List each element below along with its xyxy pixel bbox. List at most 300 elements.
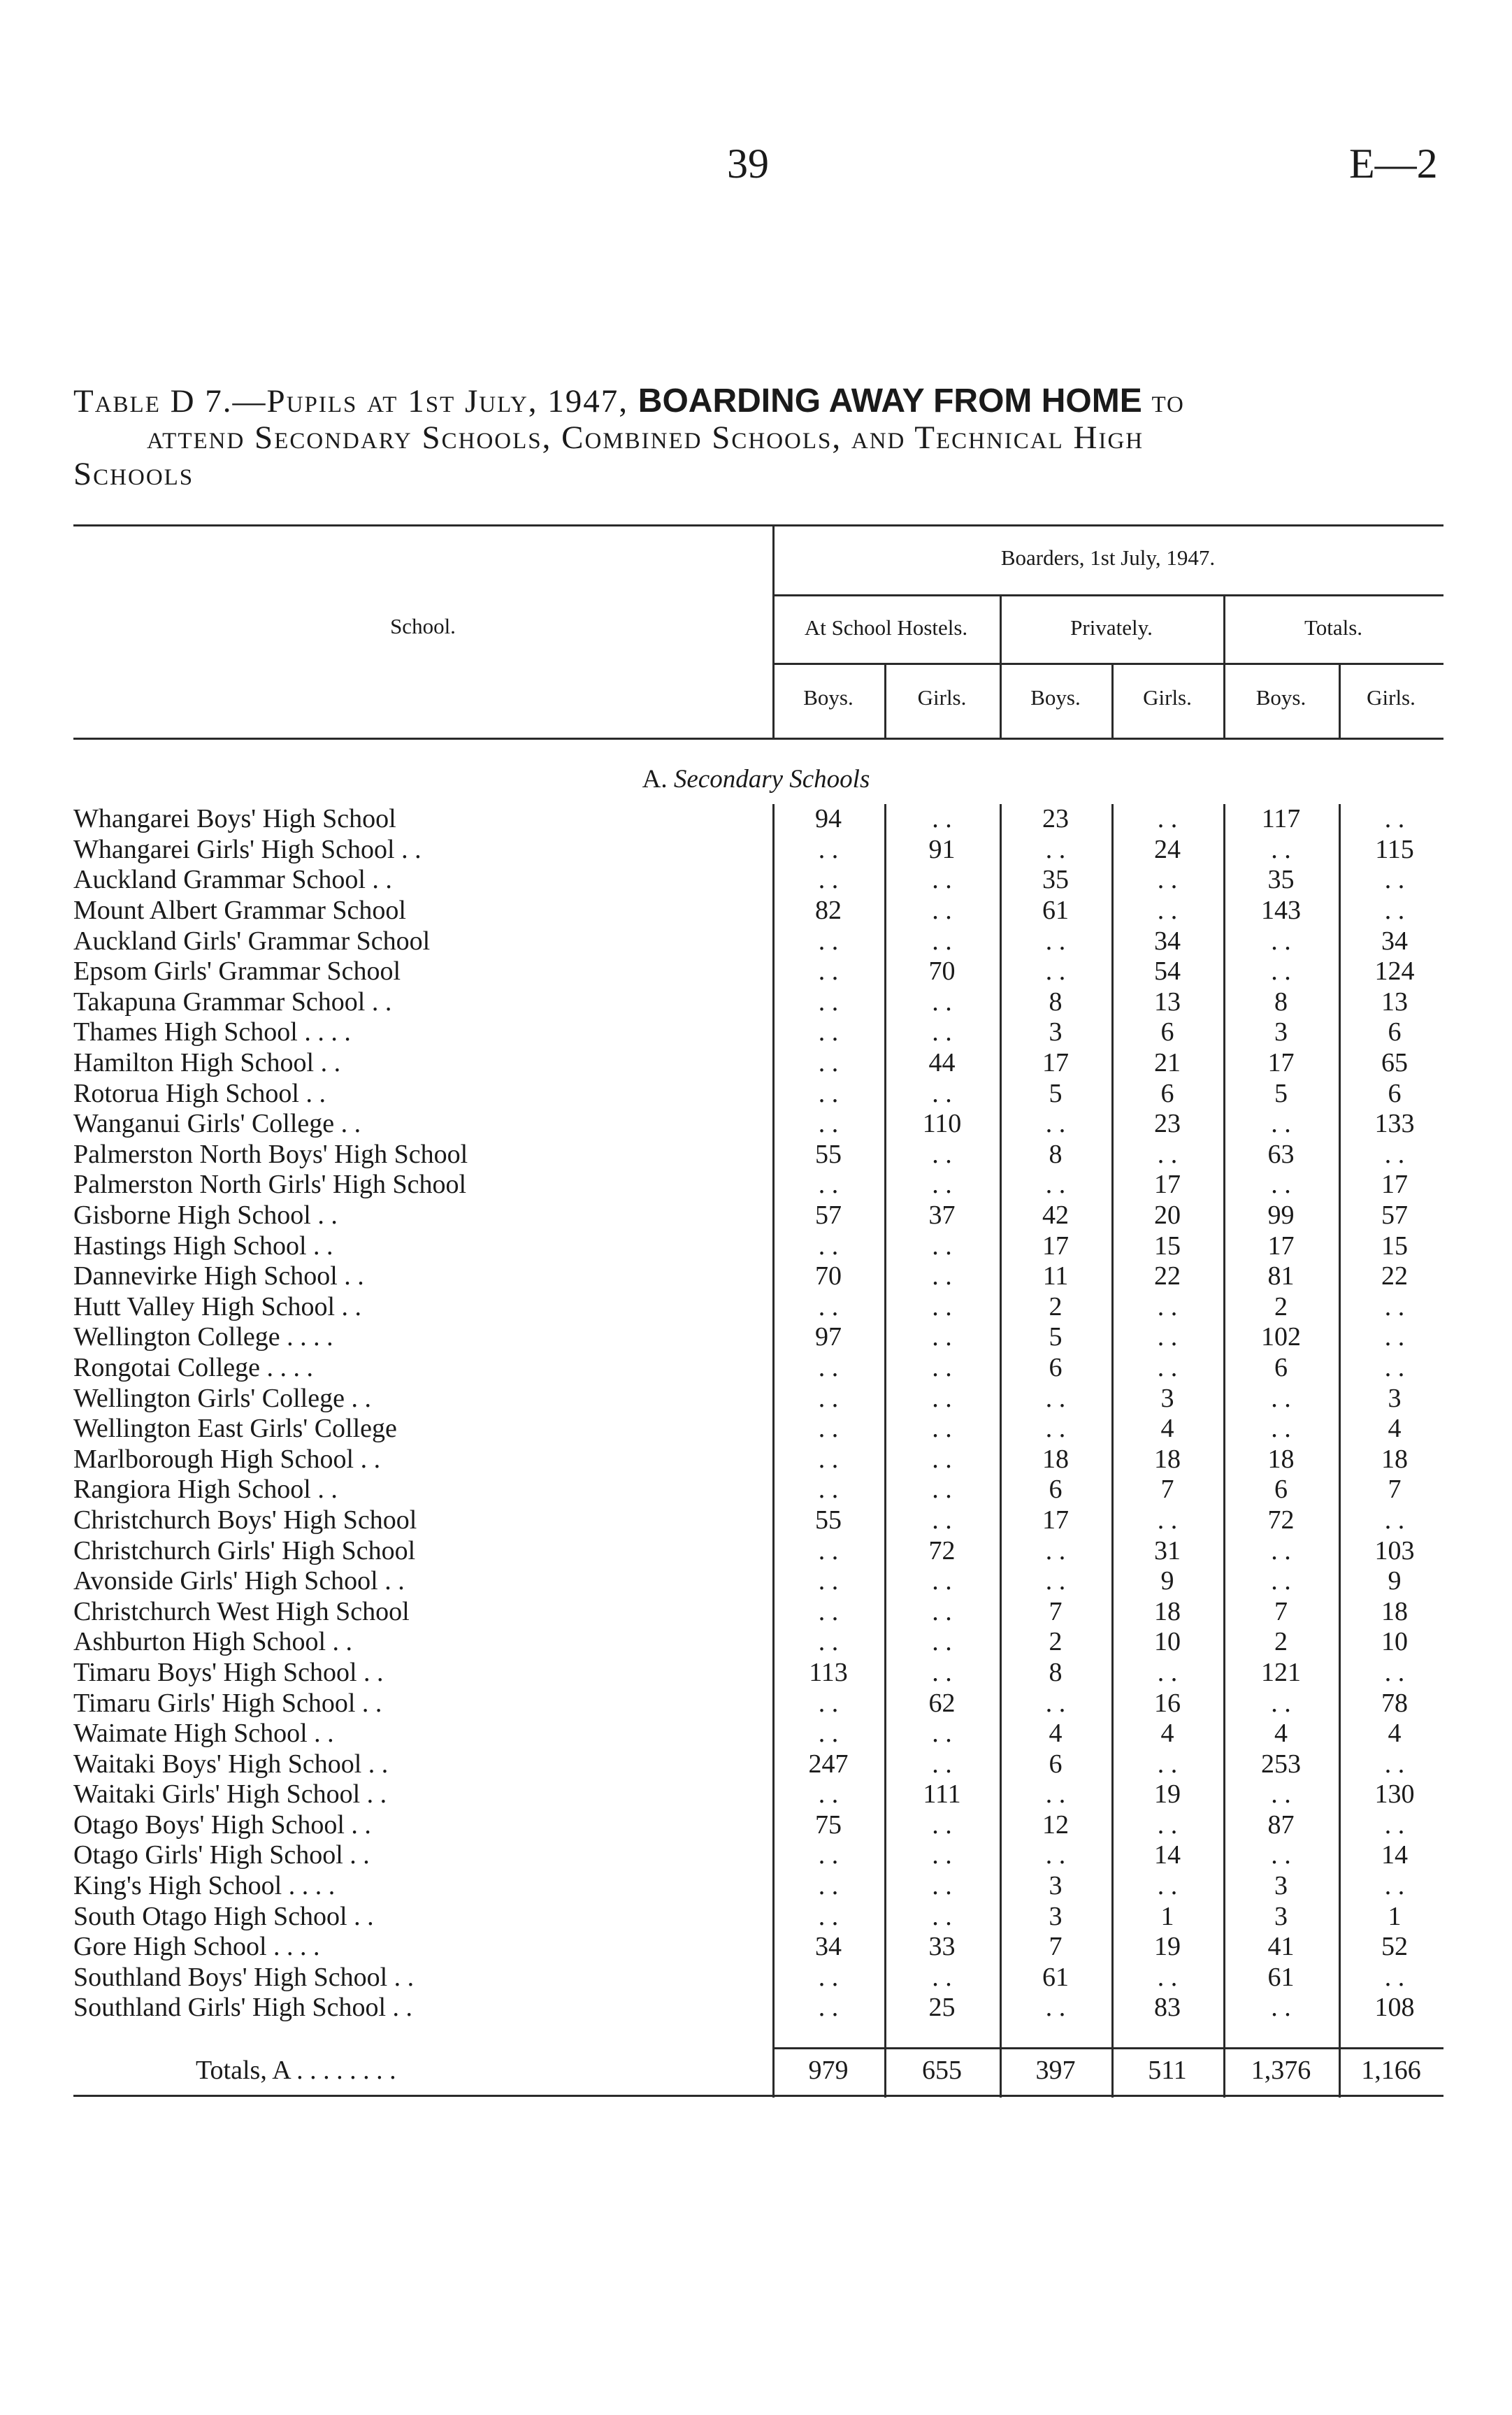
value-cell: 8 [1274, 987, 1288, 1017]
table-row [73, 1231, 1450, 1261]
value-cell: . . [1157, 1871, 1178, 1901]
table-row [73, 1566, 1450, 1597]
page-reference: E—2 [1349, 141, 1438, 187]
value-cell: . . [1271, 1109, 1291, 1139]
table-row [73, 1993, 1450, 2023]
value-cell: 1 [1160, 1901, 1174, 1931]
school-name: Otago Girls' High School . . [73, 1840, 370, 1870]
value-cell: 5 [1274, 1078, 1288, 1108]
value-cell: . . [1157, 1962, 1178, 1992]
value-cell: . . [1157, 1139, 1178, 1169]
value-cell: . . [932, 1596, 952, 1626]
value-cell: . . [1384, 1749, 1405, 1779]
table-row [73, 1596, 1450, 1627]
value-cell: 6 [1049, 1352, 1063, 1382]
value-cell: 133 [1374, 1109, 1415, 1139]
section-name: Secondary Schools [673, 765, 870, 794]
value-cell: . . [818, 1078, 839, 1108]
school-name: Wellington College . . . . [73, 1322, 333, 1352]
value-cell: . . [818, 1017, 839, 1047]
value-cell: 83 [1154, 1993, 1181, 2023]
value-cell: . . [932, 1170, 952, 1200]
value-cell: . . [932, 1657, 952, 1687]
value-cell: 23 [1154, 1109, 1181, 1139]
value-cell: . . [932, 1962, 952, 1992]
table-row [73, 1140, 1450, 1170]
value-cell: . . [818, 1535, 839, 1565]
school-name: Marlborough High School . . [73, 1444, 381, 1474]
value-cell: 17 [1267, 1048, 1295, 1078]
school-name: Hutt Valley High School . . [73, 1291, 362, 1321]
value-cell: 55 [815, 1505, 842, 1535]
value-cell: . . [1045, 1383, 1066, 1413]
value-cell: 7 [1049, 1932, 1063, 1962]
value-cell: . . [1271, 1840, 1291, 1870]
value-cell: 18 [1381, 1596, 1408, 1626]
table-row [73, 835, 1450, 866]
value-cell: 102 [1261, 1322, 1301, 1352]
value-cell: 18 [1154, 1444, 1181, 1474]
school-name: Rangiora High School . . [73, 1475, 338, 1505]
value-cell: 87 [1267, 1810, 1295, 1840]
value-cell: 3 [1049, 1871, 1063, 1901]
value-cell: 113 [809, 1657, 848, 1687]
value-cell: 3 [1160, 1383, 1174, 1413]
value-cell: 6 [1049, 1475, 1063, 1505]
value-cell: 72 [1267, 1505, 1295, 1535]
table-row [73, 1109, 1450, 1140]
value-cell: 37 [928, 1201, 956, 1231]
table-row [73, 1535, 1450, 1566]
school-name: Christchurch Boys' High School [73, 1505, 417, 1535]
school-name: Wellington East Girls' College [73, 1414, 397, 1444]
total-cell: 397 [1035, 2056, 1076, 2085]
value-cell: 57 [1381, 1201, 1408, 1231]
school-name: Dannevirke High School . . [73, 1261, 364, 1291]
value-cell: 117 [1261, 804, 1301, 834]
value-cell: 55 [815, 1139, 842, 1169]
table-row [73, 1170, 1450, 1201]
value-cell: . . [932, 926, 952, 956]
value-cell: 44 [928, 1048, 956, 1078]
page-number: 39 [727, 141, 769, 187]
value-cell: 2 [1274, 1291, 1288, 1321]
value-cell: 57 [815, 1201, 842, 1231]
value-cell: . . [1045, 1535, 1066, 1565]
table-row [73, 987, 1450, 1018]
value-cell: 7 [1049, 1596, 1063, 1626]
school-name: Southland Girls' High School . . [73, 1993, 413, 2023]
value-cell: . . [1157, 1352, 1178, 1382]
value-cell: . . [1384, 1291, 1405, 1321]
value-cell: . . [932, 1810, 952, 1840]
value-cell: 33 [928, 1932, 956, 1962]
table-row [73, 1932, 1450, 1963]
value-cell: . . [932, 1749, 952, 1779]
girls-header: Girls. [1367, 685, 1416, 710]
value-cell: 15 [1381, 1231, 1408, 1261]
school-name: Christchurch Girls' High School [73, 1535, 416, 1565]
value-cell: . . [818, 1993, 839, 2023]
value-cell: . . [818, 1414, 839, 1444]
value-cell: . . [1384, 1962, 1405, 1992]
school-name: King's High School . . . . [73, 1871, 336, 1901]
value-cell: 14 [1154, 1840, 1181, 1870]
value-cell: . . [1384, 865, 1405, 895]
value-cell: . . [932, 1322, 952, 1352]
total-cell: 979 [808, 2056, 849, 2085]
value-cell: 70 [815, 1261, 842, 1291]
school-name: Timaru Boys' High School . . [73, 1657, 384, 1687]
title-prefix: Table D 7.—Pupils at 1st July, 1947, [73, 383, 629, 420]
value-cell: . . [1271, 1688, 1291, 1718]
value-cell: 12 [1042, 1810, 1069, 1840]
value-cell: . . [818, 1719, 839, 1749]
value-cell: 110 [922, 1109, 962, 1139]
table-row [73, 1261, 1450, 1292]
school-name: Whangarei Boys' High School [73, 804, 396, 834]
boys-header: Boys. [1030, 685, 1081, 710]
value-cell: 253 [1261, 1749, 1301, 1779]
table-row [73, 1901, 1450, 1932]
value-cell: 17 [1042, 1048, 1069, 1078]
value-cell: . . [932, 1352, 952, 1382]
value-cell: . . [1045, 1414, 1066, 1444]
value-cell: 91 [928, 834, 956, 864]
value-cell: . . [818, 1840, 839, 1870]
value-cell: 17 [1154, 1170, 1181, 1200]
school-name: Hamilton High School . . [73, 1048, 341, 1078]
value-cell: 108 [1374, 1993, 1415, 2023]
value-cell: 4 [1274, 1719, 1288, 1749]
value-cell: . . [932, 1139, 952, 1169]
value-cell: 3 [1274, 1017, 1288, 1047]
table-row [73, 1322, 1450, 1353]
value-cell: . . [1271, 1535, 1291, 1565]
totals-bottom-rule [73, 2095, 1443, 2097]
value-cell: 6 [1388, 1017, 1402, 1047]
value-cell: 22 [1154, 1261, 1181, 1291]
value-cell: 3 [1049, 1017, 1063, 1047]
value-cell: . . [818, 1962, 839, 1992]
value-cell: . . [1045, 1840, 1066, 1870]
value-cell: 34 [1154, 926, 1181, 956]
value-cell: . . [932, 1444, 952, 1474]
value-cell: . . [818, 1688, 839, 1718]
value-cell: 61 [1042, 896, 1069, 926]
value-cell: . . [1157, 1810, 1178, 1840]
value-cell: 22 [1381, 1261, 1408, 1291]
value-cell: 6 [1049, 1749, 1063, 1779]
value-cell: 41 [1267, 1932, 1295, 1962]
value-cell: 18 [1267, 1444, 1295, 1474]
totals-row [73, 2051, 1443, 2090]
value-cell: 3 [1049, 1901, 1063, 1931]
value-cell: . . [818, 1871, 839, 1901]
table-row [73, 804, 1450, 835]
total-cell: 1,166 [1361, 2056, 1421, 2085]
value-cell: . . [1271, 1170, 1291, 1200]
value-cell: . . [1384, 1810, 1405, 1840]
value-cell: 143 [1261, 896, 1301, 926]
value-cell: . . [818, 1444, 839, 1474]
value-cell: . . [932, 1505, 952, 1535]
school-name: Whangarei Girls' High School . . [73, 834, 422, 864]
value-cell: . . [1157, 1291, 1178, 1321]
value-cell: . . [932, 1078, 952, 1108]
boarders-header: Boarders, 1st July, 1947. [1000, 545, 1216, 570]
value-cell: 6 [1274, 1352, 1288, 1382]
value-cell: . . [932, 1231, 952, 1261]
value-cell: . . [932, 804, 952, 834]
school-name: Wanganui Girls' College . . [73, 1109, 361, 1139]
value-cell: . . [818, 1170, 839, 1200]
value-cell: 25 [928, 1993, 956, 2023]
value-cell: 24 [1154, 834, 1181, 864]
table-row [73, 1963, 1450, 1993]
value-cell: 3 [1274, 1901, 1288, 1931]
girls-header: Girls. [917, 685, 967, 710]
table-row [73, 1201, 1450, 1231]
school-name: Epsom Girls' Grammar School [73, 956, 401, 987]
boys-header: Boys. [1255, 685, 1306, 710]
table-row [73, 1414, 1450, 1445]
value-cell: . . [1384, 1139, 1405, 1169]
table-row [73, 1292, 1450, 1323]
value-cell: 34 [1381, 926, 1408, 956]
table-row [73, 926, 1450, 956]
value-cell: 8 [1049, 1139, 1063, 1169]
value-cell: 9 [1388, 1566, 1402, 1596]
totals-top-rule [772, 2047, 1443, 2049]
value-cell: 18 [1381, 1444, 1408, 1474]
value-cell: 20 [1154, 1201, 1181, 1231]
value-cell: 70 [928, 956, 956, 987]
value-cell: . . [1045, 926, 1066, 956]
value-cell: 10 [1154, 1627, 1181, 1657]
section-heading [0, 764, 1512, 794]
school-name: Otago Boys' High School . . [73, 1810, 371, 1840]
value-cell: 103 [1374, 1535, 1415, 1565]
value-cell: . . [1384, 1871, 1405, 1901]
value-cell: . . [932, 1383, 952, 1413]
value-cell: 75 [815, 1810, 842, 1840]
value-cell: . . [1384, 1322, 1405, 1352]
school-name: Ashburton High School . . [73, 1627, 352, 1657]
table-row [73, 1840, 1450, 1871]
table-row [73, 1749, 1450, 1779]
table-row [73, 865, 1450, 896]
value-cell: 4 [1160, 1719, 1174, 1749]
value-cell: 61 [1267, 1962, 1295, 1992]
value-cell: 8 [1049, 1657, 1063, 1687]
table-row [73, 1810, 1450, 1841]
value-cell: 3 [1274, 1871, 1288, 1901]
value-cell: 121 [1261, 1657, 1301, 1687]
value-cell: 124 [1374, 956, 1415, 987]
total-cell: 655 [922, 2056, 962, 2085]
school-name: Christchurch West High School [73, 1596, 410, 1626]
groups-rule [772, 663, 1443, 665]
table-row [73, 956, 1450, 987]
value-cell: 94 [815, 804, 842, 834]
value-cell: 54 [1154, 956, 1181, 987]
value-cell: 23 [1042, 804, 1069, 834]
value-cell: 62 [928, 1688, 956, 1718]
value-cell: . . [818, 926, 839, 956]
value-cell: . . [818, 1779, 839, 1810]
school-name: Rongotai College . . . . [73, 1352, 314, 1382]
value-cell: 4 [1388, 1719, 1402, 1749]
table-row [73, 1871, 1450, 1902]
value-cell: . . [818, 1048, 839, 1078]
school-column-header: School. [390, 614, 456, 638]
value-cell: . . [1271, 1566, 1291, 1596]
title-line-2: attend Secondary Schools, Combined Schools, and Technical High [147, 420, 1144, 456]
value-cell: 81 [1267, 1261, 1295, 1291]
table-title [73, 383, 1443, 492]
value-cell: . . [1384, 804, 1405, 834]
value-cell: . . [818, 1901, 839, 1931]
value-cell: 99 [1267, 1201, 1295, 1231]
header-top-rule [73, 524, 1443, 526]
value-cell: 11 [1042, 1261, 1069, 1291]
value-cell: . . [818, 1352, 839, 1382]
value-cell: 21 [1154, 1048, 1181, 1078]
value-cell: 2 [1274, 1627, 1288, 1657]
table-row [73, 1688, 1450, 1719]
school-name: Auckland Girls' Grammar School [73, 926, 431, 956]
value-cell: 4 [1160, 1414, 1174, 1444]
school-name: Waitaki Boys' High School . . [73, 1749, 389, 1779]
table-row [73, 1475, 1450, 1505]
table-row [73, 1719, 1450, 1749]
value-cell: 19 [1154, 1779, 1181, 1810]
value-cell: . . [932, 1475, 952, 1505]
value-cell: . . [1157, 1505, 1178, 1535]
value-cell: 4 [1388, 1414, 1402, 1444]
value-cell: 13 [1381, 987, 1408, 1017]
value-cell: . . [1271, 1779, 1291, 1810]
value-cell: 17 [1381, 1170, 1408, 1200]
school-name: Timaru Girls' High School . . [73, 1688, 382, 1718]
value-cell: 63 [1267, 1139, 1295, 1169]
table-row [73, 1353, 1450, 1384]
value-cell: . . [1271, 926, 1291, 956]
boarders-rule [772, 594, 1443, 596]
value-cell: 82 [815, 896, 842, 926]
value-cell: 1 [1388, 1901, 1402, 1931]
value-cell: . . [1384, 896, 1405, 926]
value-cell: . . [932, 1566, 952, 1596]
value-cell: . . [1045, 1109, 1066, 1139]
value-cell: . . [818, 834, 839, 864]
value-cell: . . [818, 865, 839, 895]
section-letter: A. [642, 765, 668, 794]
value-cell: . . [818, 1109, 839, 1139]
school-name: Waitaki Girls' High School . . [73, 1779, 387, 1810]
value-cell: 10 [1381, 1627, 1408, 1657]
school-name: Palmerston North Girls' High School [73, 1170, 467, 1200]
school-name: Southland Boys' High School . . [73, 1962, 415, 1992]
value-cell: 6 [1388, 1078, 1402, 1108]
value-cell: . . [932, 1840, 952, 1870]
value-cell: . . [932, 987, 952, 1017]
value-cell: 61 [1042, 1962, 1069, 1992]
value-cell: 7 [1160, 1475, 1174, 1505]
school-name: Waimate High School . . [73, 1719, 334, 1749]
value-cell: 5 [1049, 1078, 1063, 1108]
title-bold: BOARDING AWAY FROM HOME [638, 382, 1142, 420]
value-cell: 35 [1042, 865, 1069, 895]
value-cell: 72 [928, 1535, 956, 1565]
privately-header: Privately. [1070, 615, 1153, 640]
value-cell: . . [818, 1291, 839, 1321]
value-cell: . . [932, 1261, 952, 1291]
value-cell: . . [818, 956, 839, 987]
value-cell: . . [1045, 1170, 1066, 1200]
value-cell: 2 [1049, 1627, 1063, 1657]
girls-header: Girls. [1143, 685, 1192, 710]
value-cell: 6 [1274, 1475, 1288, 1505]
title-suffix: to [1151, 383, 1185, 420]
school-name: Avonside Girls' High School . . [73, 1566, 405, 1596]
value-cell: . . [1157, 896, 1178, 926]
total-cell: 1,376 [1251, 2056, 1311, 2085]
table-row [73, 1017, 1450, 1048]
value-cell: 42 [1042, 1201, 1069, 1231]
value-cell: 17 [1267, 1231, 1295, 1261]
value-cell: 130 [1374, 1779, 1415, 1810]
value-cell: 17 [1042, 1231, 1069, 1261]
value-cell: . . [1157, 1322, 1178, 1352]
table-row [73, 1383, 1450, 1414]
value-cell: . . [1384, 1657, 1405, 1687]
header-bottom-rule [73, 738, 1443, 740]
value-cell: . . [932, 896, 952, 926]
value-cell: 18 [1042, 1444, 1069, 1474]
value-cell: 13 [1154, 987, 1181, 1017]
value-cell: 8 [1049, 987, 1063, 1017]
value-cell: . . [932, 865, 952, 895]
value-cell: 247 [808, 1749, 849, 1779]
table-row [73, 1444, 1450, 1475]
value-cell: 14 [1381, 1840, 1408, 1870]
value-cell: 6 [1160, 1078, 1174, 1108]
table-row [73, 1505, 1450, 1536]
value-cell: . . [932, 1627, 952, 1657]
value-cell: . . [1271, 1414, 1291, 1444]
boys-header: Boys. [803, 685, 854, 710]
value-cell: . . [1384, 1505, 1405, 1535]
title-line-3: Schools [73, 456, 194, 492]
value-cell: 16 [1154, 1688, 1181, 1718]
value-cell: . . [818, 1383, 839, 1413]
value-cell: 4 [1049, 1719, 1063, 1749]
value-cell: . . [1271, 956, 1291, 987]
value-cell: 2 [1049, 1291, 1063, 1321]
value-cell: . . [932, 1871, 952, 1901]
value-cell: . . [932, 1291, 952, 1321]
value-cell: 3 [1388, 1383, 1402, 1413]
school-name: Thames High School . . . . [73, 1017, 351, 1047]
hostels-header: At School Hostels. [804, 615, 968, 640]
table-row [73, 1658, 1450, 1689]
value-cell: . . [1157, 1657, 1178, 1687]
value-cell: . . [1271, 1383, 1291, 1413]
school-name: Wellington Girls' College . . [73, 1383, 371, 1413]
value-cell: . . [1045, 1566, 1066, 1596]
